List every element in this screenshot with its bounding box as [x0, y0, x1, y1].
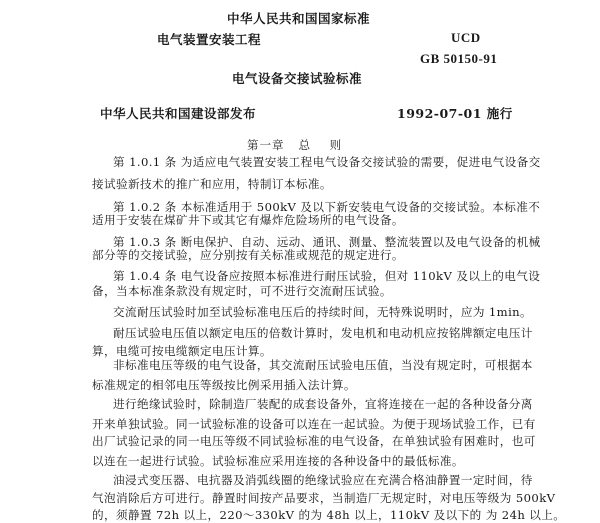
- text-line: 开来单独试验。同一试验标准的设备可以连在一起试验。为便于现场试验工作，已有: [92, 417, 536, 431]
- text-line: 油浸式变压器、电抗器及消弧线圈的绝缘试验应在充满合格油静置一定时间，待: [113, 473, 533, 487]
- text-line: 进行绝缘试验时，除制造厂装配的成套设备外，宜将连接在一起的各种设备分离: [113, 397, 533, 411]
- text-line: 的，须静置 72h 以上，220～330kV 的为 48h 以上，110kV 及以下的 为 24h 以上。: [92, 508, 566, 522]
- standard-category: 中华人民共和国国家标准: [227, 11, 371, 26]
- effective-date: 1992-07-01 施行: [397, 106, 513, 121]
- text-line: 第 1.0.3 条 断电保护、自动、远动、通讯、测量、整流装置以及电气设备的机械: [113, 235, 541, 249]
- text-line: 交流耐压试验时加至试验标准电压后的持续时间，无特殊说明时，应为 1min。: [113, 305, 533, 319]
- text-line: 气泡消除后方可进行。静置时间按产品要求，当制造厂无规定时，对电压等级为 500kV: [92, 491, 556, 505]
- text-line: 备，当本标准条款没有规定时，可不进行交流耐压试验。: [92, 284, 392, 298]
- text-line: 第 1.0.2 条 本标准适用于 500kV 及以下新安装电气设备的交接试验。本标准不: [113, 200, 541, 214]
- standard-series: 电气装置安装工程: [157, 32, 262, 47]
- text-line: 非标准电压等级的电气设备，其交流耐压试验电压值，当没有规定时，可根据本: [113, 358, 533, 372]
- standard-code: GB 50150-91: [420, 51, 498, 66]
- text-line: 出厂试验记录的同一电压等级不同试验标准的电气设备，在单独试验有困难时，也可: [92, 434, 536, 448]
- chapter-heading: 第一章 总 则: [247, 138, 343, 152]
- text-line: 以连在一起进行试验。试验标准应采用连接的各种设备中的最低标准。: [92, 454, 464, 468]
- text-line: 算，电缆可按电缆额定电压计算。: [92, 344, 272, 358]
- udc-code: UCD: [451, 30, 481, 45]
- issuer: 中华人民共和国建设部发布: [100, 106, 257, 121]
- text-line: 标准规定的相邻电压等级按比例采用插入法计算。: [92, 378, 356, 392]
- text-line: 接试验新技术的推广和应用，特制订本标准。: [92, 177, 332, 191]
- text-line: 耐压试验电压值以额定电压的倍数计算时，发电机和电动机应按铭牌额定电压计: [113, 326, 533, 340]
- text-line: 第 1.0.1 条 为适应电气装置安装工程电气设备交接试验的需要，促进电气设备交: [113, 155, 541, 169]
- text-line: 部分等的交接试验，应分别按有关标准或规范的规定进行。: [92, 248, 404, 262]
- document-title: 电气设备交接试验标准: [232, 71, 363, 86]
- text-line: 适用于安装在煤矿井下或其它有爆炸危险场所的电气设备。: [92, 213, 404, 227]
- text-line: 第 1.0.4 条 电气设备应按照本标准进行耐压试验，但对 110kV 及以上的电气设: [113, 269, 541, 283]
